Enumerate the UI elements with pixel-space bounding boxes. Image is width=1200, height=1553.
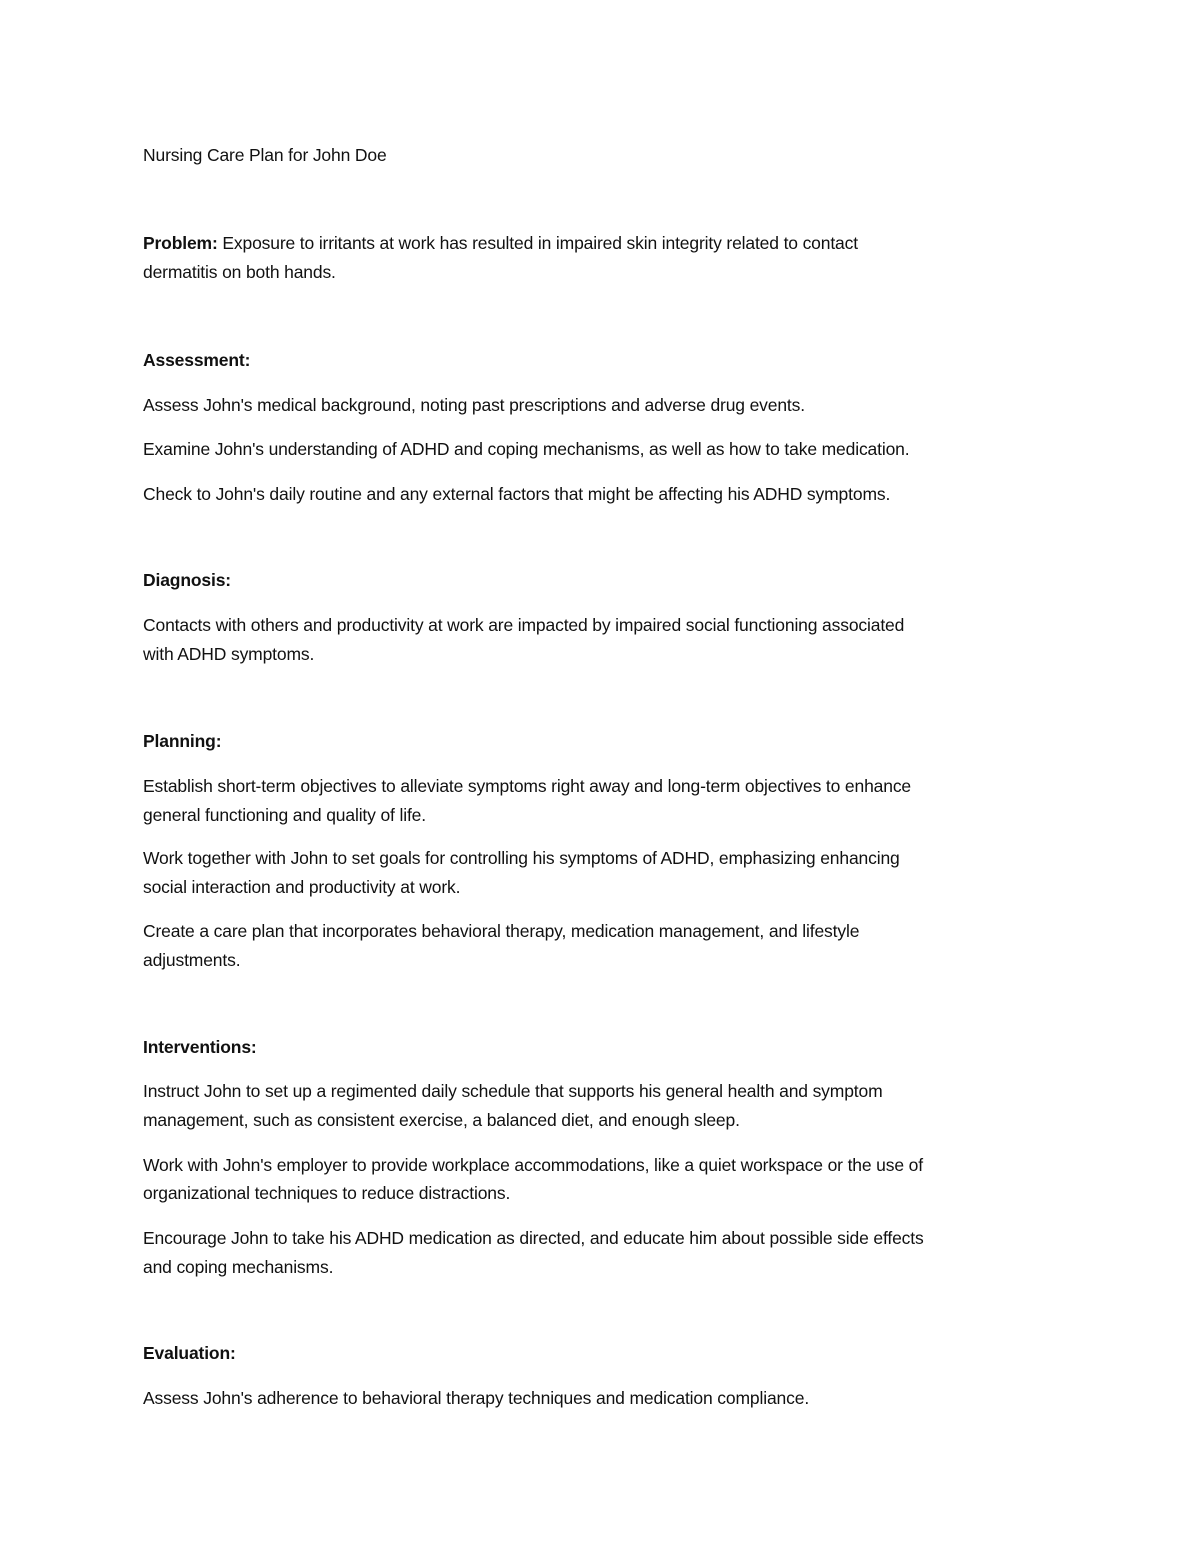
interventions-item-line: management, such as consistent exercise, a balanced diet, and enough sleep. [143,1110,740,1130]
interventions-item-line: organizational techniques to reduce distractions. [143,1183,511,1203]
problem-text: Exposure to irritants at work has resulted in impaired skin integrity related to contact [217,233,858,253]
diagnosis-line-1: Contacts with others and productivity at work are impacted by impaired social functioning associated [143,615,905,635]
interventions-item-line: and coping mechanisms. [143,1257,334,1277]
planning-item-line: adjustments. [143,950,241,970]
assessment-item: Check to John's daily routine and any external factors that might be affecting his ADHD symptoms. [143,484,891,504]
assessment-item: Assess John's medical background, noting past prescriptions and adverse drug events. [143,395,805,415]
document-title: Nursing Care Plan for John Doe [143,145,387,165]
interventions-heading: Interventions: [143,1037,257,1057]
interventions-item-line: Work with John's employer to provide workplace accommodations, like a quiet workspace or the use of [143,1155,923,1175]
interventions-item-line: Instruct John to set up a regimented daily schedule that supports his general health and symptom [143,1081,883,1101]
assessment-item: Examine John's understanding of ADHD and coping mechanisms, as well as how to take medication. [143,439,910,459]
planning-heading: Planning: [143,731,222,751]
assessment-heading: Assessment: [143,350,251,370]
interventions-item-line: Encourage John to take his ADHD medication as directed, and educate him about possible side effects [143,1228,924,1248]
evaluation-heading: Evaluation: [143,1343,236,1363]
problem-line-1 [143,233,858,253]
planning-item-line: Establish short-term objectives to alleviate symptoms right away and long-term objectives to enhance [143,776,912,796]
planning-item-line: Work together with John to set goals for controlling his symptoms of ADHD, emphasizing enhancing [143,848,900,868]
evaluation-item: Assess John's adherence to behavioral therapy techniques and medication compliance. [143,1388,810,1408]
diagnosis-line-2: with ADHD symptoms. [143,644,315,664]
problem-line-2: dermatitis on both hands. [143,262,336,282]
diagnosis-heading: Diagnosis: [143,570,231,590]
problem-label: Problem: [143,233,218,253]
planning-item-line: Create a care plan that incorporates behavioral therapy, medication management, and lifestyle [143,921,860,941]
planning-item-line: general functioning and quality of life. [143,805,426,825]
planning-item-line: social interaction and productivity at work. [143,877,461,897]
